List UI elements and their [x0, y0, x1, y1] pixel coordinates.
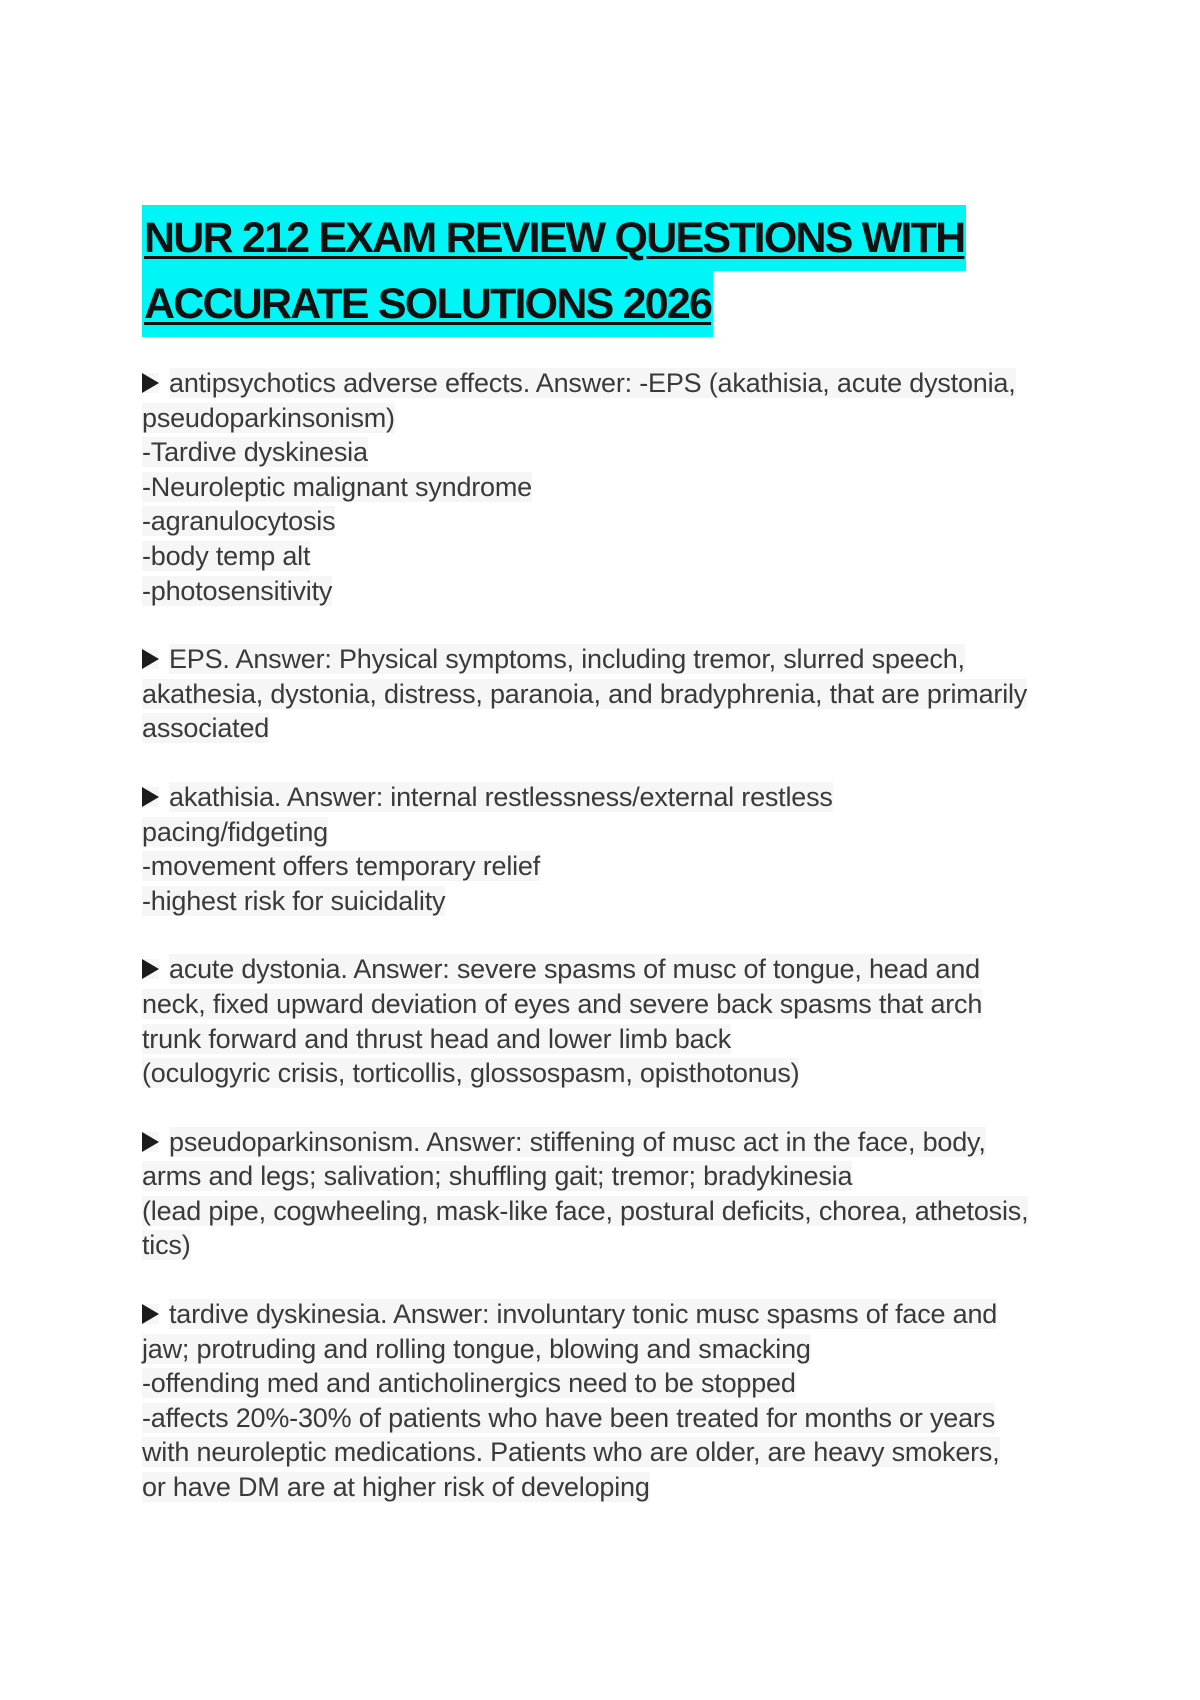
qa-line — [142, 1194, 1092, 1229]
answer-text: -offending med and anticholinergics need to be stopped — [142, 1368, 796, 1399]
answer-text: -photosensitivity — [142, 575, 333, 606]
qa-line — [142, 1228, 1092, 1263]
qa-line — [142, 987, 1092, 1022]
qa-line — [142, 711, 1092, 746]
question-text: antipsychotics adverse effects. Answer: -EPS (akathisia, acute dystonia, — [169, 368, 1016, 398]
qa-item — [142, 642, 1092, 746]
question-text: EPS. Answer: Physical symptoms, including tremor, slurred speech, — [169, 644, 965, 675]
qa-line — [142, 642, 1092, 677]
answer-text: trunk forward and thrust head and lower limb back — [142, 1023, 732, 1054]
answer-text: -body temp alt — [142, 540, 311, 571]
qa-line — [142, 401, 1092, 436]
answer-text: (lead pipe, cogwheeling, mask-like face, postural deficits, chorea, athetosis, — [142, 1195, 1029, 1226]
qa-line — [142, 1022, 1092, 1057]
answer-text: -Tardive dyskinesia — [142, 437, 368, 468]
answer-text: -Neuroleptic malignant syndrome — [142, 471, 532, 502]
qa-line — [142, 366, 1092, 401]
right-pointing-triangle-icon — [142, 787, 159, 807]
answer-text: associated — [142, 713, 270, 744]
qa-line — [142, 470, 1092, 505]
qa-line — [142, 780, 1092, 815]
question-text: acute dystonia. Answer: severe spasms of musc of tongue, head and — [169, 954, 980, 985]
qa-item — [142, 1297, 1092, 1505]
answer-text: with neuroleptic medications. Patients who are older, are heavy smokers, — [142, 1437, 1000, 1468]
qa-line — [142, 884, 1092, 919]
answer-text: pacing/fidgeting — [142, 816, 328, 847]
right-pointing-triangle-icon — [142, 649, 159, 669]
question-text: tardive dyskinesia. Answer: involuntary tonic musc spasms of face and — [169, 1299, 998, 1330]
qa-line — [142, 1401, 1092, 1436]
title-line: ACCURATE SOLUTIONS 2026 — [142, 271, 713, 337]
answer-text: -highest risk for suicidality — [142, 885, 446, 916]
question-text: akathisia. Answer: internal restlessness/external restless — [169, 781, 833, 812]
title-line: NUR 212 EXAM REVIEW QUESTIONS WITH — [142, 205, 966, 271]
qa-line — [142, 1332, 1092, 1367]
qa-item — [142, 366, 1092, 608]
answer-text: arms and legs; salivation; shuffling gait; tremor; bradykinesia — [142, 1161, 853, 1192]
qa-line — [142, 1435, 1092, 1470]
answer-text: -agranulocytosis — [142, 506, 336, 537]
answer-text: jaw; protruding and rolling tongue, blowing and smacking — [142, 1333, 811, 1364]
qa-line — [142, 952, 1092, 987]
answer-text: pseudoparkinsonism) — [142, 402, 395, 433]
question-text: pseudoparkinsonism. Answer: stiffening of musc act in the face, body, — [169, 1126, 986, 1157]
qa-line — [142, 849, 1092, 884]
qa-line — [142, 1125, 1092, 1160]
qa-item — [142, 780, 1092, 918]
answer-text: (oculogyric crisis, torticollis, glossospasm, opisthotonus) — [142, 1058, 800, 1089]
answer-text: -movement offers temporary relief — [142, 851, 541, 882]
qa-line — [142, 1056, 1092, 1091]
qa-line — [142, 574, 1092, 609]
qa-line — [142, 435, 1092, 470]
qa-line — [142, 504, 1092, 539]
right-pointing-triangle-icon — [142, 1304, 159, 1324]
qa-line — [142, 539, 1092, 574]
answer-text: neck, fixed upward deviation of eyes and severe back spasms that arch — [142, 988, 983, 1019]
qa-item — [142, 1125, 1092, 1263]
right-pointing-triangle-icon — [142, 959, 159, 979]
qa-item — [142, 952, 1092, 1090]
right-pointing-triangle-icon — [142, 1132, 159, 1152]
qa-line — [142, 1297, 1092, 1332]
question-answer-list — [142, 366, 1092, 1539]
qa-line — [142, 677, 1092, 712]
answer-text: -affects 20%-30% of patients who have been treated for months or years — [142, 1402, 995, 1433]
answer-text: or have DM are at higher risk of developing — [142, 1472, 650, 1503]
right-pointing-triangle-icon — [142, 373, 159, 393]
answer-text: tics) — [142, 1230, 191, 1261]
qa-line — [142, 815, 1092, 850]
answer-text: akathesia, dystonia, distress, paranoia, and bradyphrenia, that are primarily — [142, 678, 1028, 709]
document-title — [142, 205, 1102, 337]
qa-line — [142, 1470, 1092, 1505]
qa-line — [142, 1159, 1092, 1194]
qa-line — [142, 1366, 1092, 1401]
